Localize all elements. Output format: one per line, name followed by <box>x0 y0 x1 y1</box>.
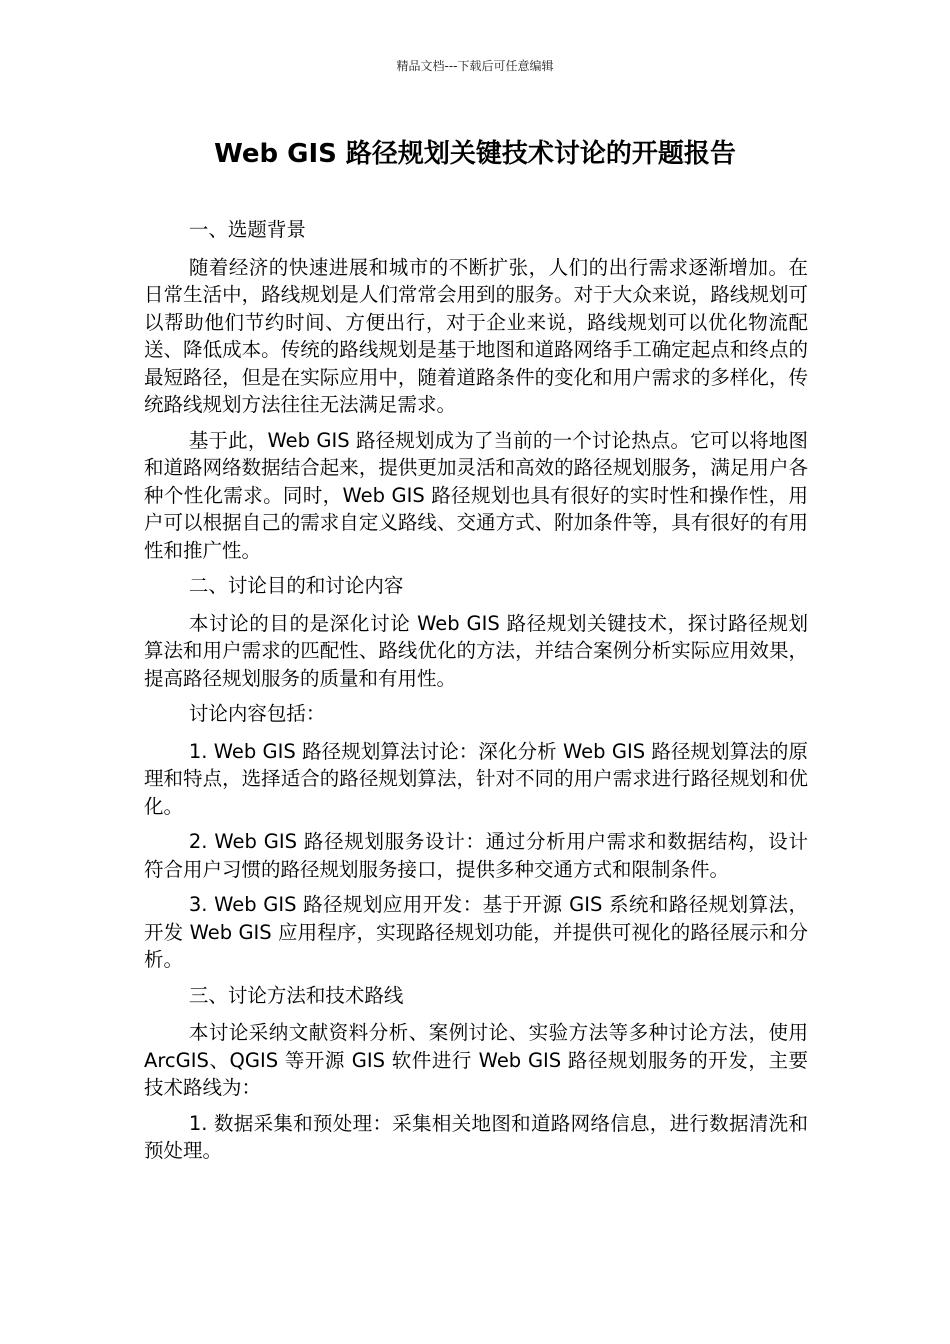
list-item-content-2: 2. Web GIS 路径规划服务设计：通过分析用户需求和数据结构，设计符合用户习惯的路径规划服务接口，提供多种交通方式和限制条件。 <box>144 830 808 881</box>
document-title: Web GIS 路径规划关键技术讨论的开题报告 <box>214 139 736 169</box>
list-item-content-3: 3. Web GIS 路径规划应用开发：基于开源 GIS 系统和路径规划算法，开发 Web GIS 应用程序，实现路径规划功能，并提供可视化的路径展示和分析。 <box>144 893 808 971</box>
paragraph-purpose: 本讨论的目的是深化讨论 Web GIS 路径规划关键技术，探讨路径规划算法和用户需求的匹配性、路线优化的方法，并结合案例分析实际应用效果，提高路径规划服务的质量和有用性。 <box>144 611 808 690</box>
section-heading-purpose: 二、讨论目的和讨论内容 <box>188 574 404 597</box>
subheading-content: 讨论内容包括： <box>188 702 326 725</box>
section-heading-background: 一、选题背景 <box>188 218 306 241</box>
list-item-content-1: 1. Web GIS 路径规划算法讨论：深化分析 Web GIS 路径规划算法的原理和特点，选择适合的路径规划算法，针对不同的用户需求进行路径规划和优化。 <box>144 739 808 818</box>
list-item-route-1: 1. 数据采集和预处理：采集相关地图和道路网络信息，进行数据清洗和预处理。 <box>144 1111 808 1162</box>
header-note: 精品文档---下载后可任意编辑 <box>396 59 554 73</box>
document-body <box>144 216 808 1173</box>
paragraph-background-2: 基于此，Web GIS 路径规划成为了当前的一个讨论热点。它可以将地图和道路网络数据结合起来，提供更加灵活和高效的路径规划服务，满足用户各种个性化需求。同时，Web GIS 路径规划也具有很好的实时性和操作性，用户可以根据自己的需求自定义路线、交通方式、附加条件等，具有很好的有用性和推广性。 <box>144 428 808 562</box>
section-heading-methods: 三、讨论方法和技术路线 <box>188 983 404 1007</box>
paragraph-background-1: 随着经济的快速进展和城市的不断扩张，人们的出行需求逐渐增加。在日常生活中，路线规划是人们常常会用到的服务。对于大众来说，路线规划可以帮助他们节约时间、方便出行，对于企业来说，路线规划可以优化物流配送、降低成本。传统的路线规划是基于地图和道路网络手工确定起点和终点的最短路径，但是在实际应用中，随着道路条件的变化和用户需求的多样化，传统路线规划方法往往无法满足需求。 <box>144 255 808 416</box>
paragraph-methods: 本讨论采纳文献资料分析、案例讨论、实验方法等多种讨论方法，使用 ArcGIS、QGIS 等开源 GIS 软件进行 Web GIS 路径规划服务的开发，主要技术路线为： <box>144 1021 808 1099</box>
